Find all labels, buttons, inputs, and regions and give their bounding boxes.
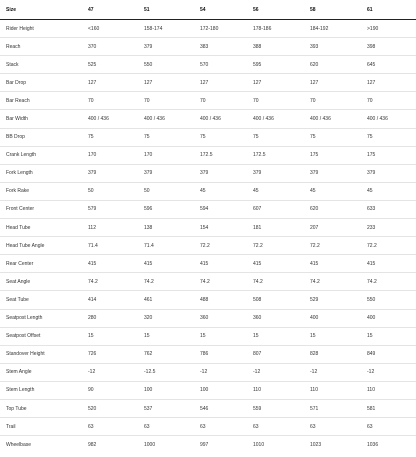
cell-value: 172.5 xyxy=(247,146,304,164)
cell-value: 63 xyxy=(304,418,361,436)
cell-value: 508 xyxy=(247,291,304,309)
cell-value: 63 xyxy=(194,418,247,436)
cell-value: 233 xyxy=(361,219,416,237)
cell-value: -12 xyxy=(194,363,247,381)
table-row xyxy=(0,110,416,128)
table-row xyxy=(0,219,416,237)
header-size-56: 56 xyxy=(247,0,304,20)
cell-value: 112 xyxy=(82,219,138,237)
table-row xyxy=(0,20,416,38)
cell-value: 175 xyxy=(361,146,416,164)
header-size-51: 51 xyxy=(138,0,194,20)
cell-value: 90 xyxy=(82,381,138,399)
cell-value: 393 xyxy=(304,38,361,56)
table-row xyxy=(0,237,416,255)
table-row xyxy=(0,255,416,273)
cell-value: 154 xyxy=(194,219,247,237)
cell-value: 70 xyxy=(304,92,361,110)
cell-value: 379 xyxy=(138,164,194,182)
cell-value: 100 xyxy=(194,381,247,399)
cell-value: 75 xyxy=(194,128,247,146)
cell-value: 15 xyxy=(247,327,304,345)
cell-value: 550 xyxy=(138,56,194,74)
cell-value: 172.5 xyxy=(194,146,247,164)
cell-value: 172-180 xyxy=(194,20,247,38)
cell-value: 70 xyxy=(138,92,194,110)
header-size-47: 47 xyxy=(82,0,138,20)
cell-value: 400 xyxy=(361,309,416,327)
cell-value: -12 xyxy=(304,363,361,381)
row-label: BB Drop xyxy=(0,128,82,146)
table-row xyxy=(0,200,416,218)
table-header xyxy=(0,0,416,20)
cell-value: 74.2 xyxy=(194,273,247,291)
cell-value: 74.2 xyxy=(247,273,304,291)
header-size-58: 58 xyxy=(304,0,361,20)
cell-value: 127 xyxy=(247,74,304,92)
row-label: Stack xyxy=(0,56,82,74)
row-label: Rear Center xyxy=(0,255,82,273)
cell-value: 72.2 xyxy=(247,237,304,255)
row-label: Stem Angle xyxy=(0,363,82,381)
cell-value: 982 xyxy=(88,441,97,448)
cell-value: 1023 xyxy=(310,441,322,448)
cell-value: 415 xyxy=(194,255,247,273)
cell-value: 360 xyxy=(194,309,247,327)
cell-value: 379 xyxy=(247,164,304,182)
cell-value: 63 xyxy=(138,418,194,436)
cell-value: 400 / 436 xyxy=(82,110,138,128)
cell-value: 127 xyxy=(361,74,416,92)
table-row xyxy=(0,56,416,74)
cell-value: 400 / 436 xyxy=(247,110,304,128)
table-row xyxy=(0,273,416,291)
cell-value: 175 xyxy=(304,146,361,164)
row-label: Bar Drop xyxy=(0,74,82,92)
cell-value: 63 xyxy=(361,418,416,436)
cell-value: 379 xyxy=(194,164,247,182)
cell-value: 997 xyxy=(200,441,209,448)
cell-value: 70 xyxy=(82,92,138,110)
cell-value: 50 xyxy=(138,182,194,200)
cell-value: 379 xyxy=(361,164,416,182)
cell-value: 807 xyxy=(247,345,304,363)
cell-value: 70 xyxy=(361,92,416,110)
cell-value: 72.2 xyxy=(194,237,247,255)
cell-value: 379 xyxy=(304,164,361,182)
cell-value: 15 xyxy=(194,327,247,345)
cell-value: 127 xyxy=(194,74,247,92)
cell-value: 1000 xyxy=(144,441,156,448)
table-row xyxy=(0,436,416,454)
cell-value: 75 xyxy=(82,128,138,146)
table-row xyxy=(0,38,416,56)
cell-value: 360 xyxy=(247,309,304,327)
cell-value: 571 xyxy=(304,399,361,417)
cell-value: 559 xyxy=(247,399,304,417)
cell-value: 63 xyxy=(82,418,138,436)
cell-value: 400 / 436 xyxy=(361,110,416,128)
row-label: Front Center xyxy=(0,200,82,218)
cell-value: 127 xyxy=(138,74,194,92)
row-label: Fork Length xyxy=(0,164,82,182)
cell-value: 70 xyxy=(194,92,247,110)
cell-value: 400 / 436 xyxy=(304,110,361,128)
cell-value: 596 xyxy=(138,200,194,218)
cell-value: 379 xyxy=(82,164,138,182)
cell-value: 415 xyxy=(361,255,416,273)
cell-value: 127 xyxy=(82,74,138,92)
cell-value: 15 xyxy=(361,327,416,345)
table-row xyxy=(0,399,416,417)
cell-value: 207 xyxy=(304,219,361,237)
cell-value: 71.4 xyxy=(138,237,194,255)
table-row xyxy=(0,381,416,399)
header-size-54: 54 xyxy=(194,0,247,20)
cell-value: 398 xyxy=(361,38,416,56)
cell-value: 74.2 xyxy=(304,273,361,291)
cell-value: 184-192 xyxy=(304,20,361,38)
cell-value: 594 xyxy=(194,200,247,218)
cell-value: 415 xyxy=(247,255,304,273)
cell-value: 828 xyxy=(304,345,361,363)
cell-value: 75 xyxy=(138,128,194,146)
header-row xyxy=(0,0,416,20)
row-label: Bar Width xyxy=(0,110,82,128)
cell-value: 786 xyxy=(194,345,247,363)
row-label: Head Tube xyxy=(0,219,82,237)
cell-value: 75 xyxy=(304,128,361,146)
cell-value: 415 xyxy=(138,255,194,273)
cell-value: 520 xyxy=(82,399,138,417)
row-label: Head Tube Angle xyxy=(0,237,82,255)
row-label: Wheelbase xyxy=(6,441,32,448)
cell-value: 74.2 xyxy=(82,273,138,291)
cell-value: -12 xyxy=(82,363,138,381)
cell-value: 579 xyxy=(82,200,138,218)
cell-value: 570 xyxy=(194,56,247,74)
row-label: Reach xyxy=(0,38,82,56)
cell-value: 581 xyxy=(361,399,416,417)
cell-value: 620 xyxy=(304,200,361,218)
cell-value: 75 xyxy=(247,128,304,146)
cell-value: -12.5 xyxy=(138,363,194,381)
cell-value: <160 xyxy=(82,20,138,38)
cell-value: 620 xyxy=(304,56,361,74)
cell-value: 45 xyxy=(247,182,304,200)
row-label: Crank Length xyxy=(0,146,82,164)
cell-value: 127 xyxy=(304,74,361,92)
cell-value: 645 xyxy=(361,56,416,74)
table-row xyxy=(0,92,416,110)
cell-value: 74.2 xyxy=(138,273,194,291)
cell-value: 461 xyxy=(138,291,194,309)
cell-value: 415 xyxy=(82,255,138,273)
cell-value: 546 xyxy=(194,399,247,417)
table-row xyxy=(0,345,416,363)
cell-value: 550 xyxy=(361,291,416,309)
cell-value: 1010 xyxy=(253,441,265,448)
cell-value: 178-186 xyxy=(247,20,304,38)
cell-value: 72.2 xyxy=(361,237,416,255)
table-row xyxy=(0,363,416,381)
cell-value: 74.2 xyxy=(361,273,416,291)
header-size-label: Size xyxy=(0,0,82,20)
cell-value: 400 / 436 xyxy=(194,110,247,128)
table-row xyxy=(0,309,416,327)
cell-value: 75 xyxy=(361,128,416,146)
row-label: Bar Reach xyxy=(0,92,82,110)
row-label: Trail xyxy=(0,418,82,436)
table-row xyxy=(0,164,416,182)
cell-value: 595 xyxy=(247,56,304,74)
cell-value: 400 / 436 xyxy=(138,110,194,128)
cell-value: 400 xyxy=(304,309,361,327)
cell-value: 607 xyxy=(247,200,304,218)
row-label: Seatpost Offset xyxy=(0,327,82,345)
table-row xyxy=(0,182,416,200)
row-label: Seatpost Length xyxy=(0,309,82,327)
table-body xyxy=(0,20,416,454)
table-row xyxy=(0,291,416,309)
cell-value: 110 xyxy=(361,381,416,399)
cell-value: 726 xyxy=(82,345,138,363)
cell-value: 110 xyxy=(247,381,304,399)
cell-value: 1036 xyxy=(367,441,379,448)
cell-value: 762 xyxy=(138,345,194,363)
cell-value: 170 xyxy=(138,146,194,164)
cell-value: 110 xyxy=(304,381,361,399)
table-row xyxy=(0,418,416,436)
cell-value: 63 xyxy=(247,418,304,436)
cell-value: 849 xyxy=(361,345,416,363)
cell-value: 529 xyxy=(304,291,361,309)
cell-value: 488 xyxy=(194,291,247,309)
cell-value: 379 xyxy=(138,38,194,56)
table-row xyxy=(0,128,416,146)
cell-value: 383 xyxy=(194,38,247,56)
row-label: Rider Height xyxy=(0,20,82,38)
cell-value: >190 xyxy=(361,20,416,38)
row-label: Stem Length xyxy=(0,381,82,399)
header-size-61: 61 xyxy=(361,0,416,20)
cell-value: 72.2 xyxy=(304,237,361,255)
table-row xyxy=(0,74,416,92)
cell-value: 15 xyxy=(82,327,138,345)
cell-value: 537 xyxy=(138,399,194,417)
cell-value: 45 xyxy=(304,182,361,200)
cell-value: 525 xyxy=(82,56,138,74)
cell-value: -12 xyxy=(361,363,416,381)
cell-value: 181 xyxy=(247,219,304,237)
cell-value: 370 xyxy=(82,38,138,56)
cell-value: 415 xyxy=(304,255,361,273)
cell-value: 280 xyxy=(82,309,138,327)
table-row xyxy=(0,327,416,345)
cell-value: -12 xyxy=(247,363,304,381)
cell-value: 70 xyxy=(247,92,304,110)
row-label: Seat Angle xyxy=(0,273,82,291)
cell-value: 15 xyxy=(138,327,194,345)
cell-value: 50 xyxy=(82,182,138,200)
cell-value: 100 xyxy=(138,381,194,399)
cell-value: 71.4 xyxy=(82,237,138,255)
cell-value: 45 xyxy=(361,182,416,200)
cell-value: 388 xyxy=(247,38,304,56)
cell-value: 15 xyxy=(304,327,361,345)
row-label: Standover Height xyxy=(0,345,82,363)
row-label: Fork Rake xyxy=(0,182,82,200)
row-label: Seat Tube xyxy=(0,291,82,309)
row-label: Top Tube xyxy=(0,399,82,417)
cell-value: 633 xyxy=(361,200,416,218)
cell-value: 158-174 xyxy=(138,20,194,38)
cell-value: 45 xyxy=(194,182,247,200)
cell-value: 138 xyxy=(138,219,194,237)
cell-value: 320 xyxy=(138,309,194,327)
cell-value: 414 xyxy=(82,291,138,309)
table-row xyxy=(0,146,416,164)
cell-value: 170 xyxy=(82,146,138,164)
